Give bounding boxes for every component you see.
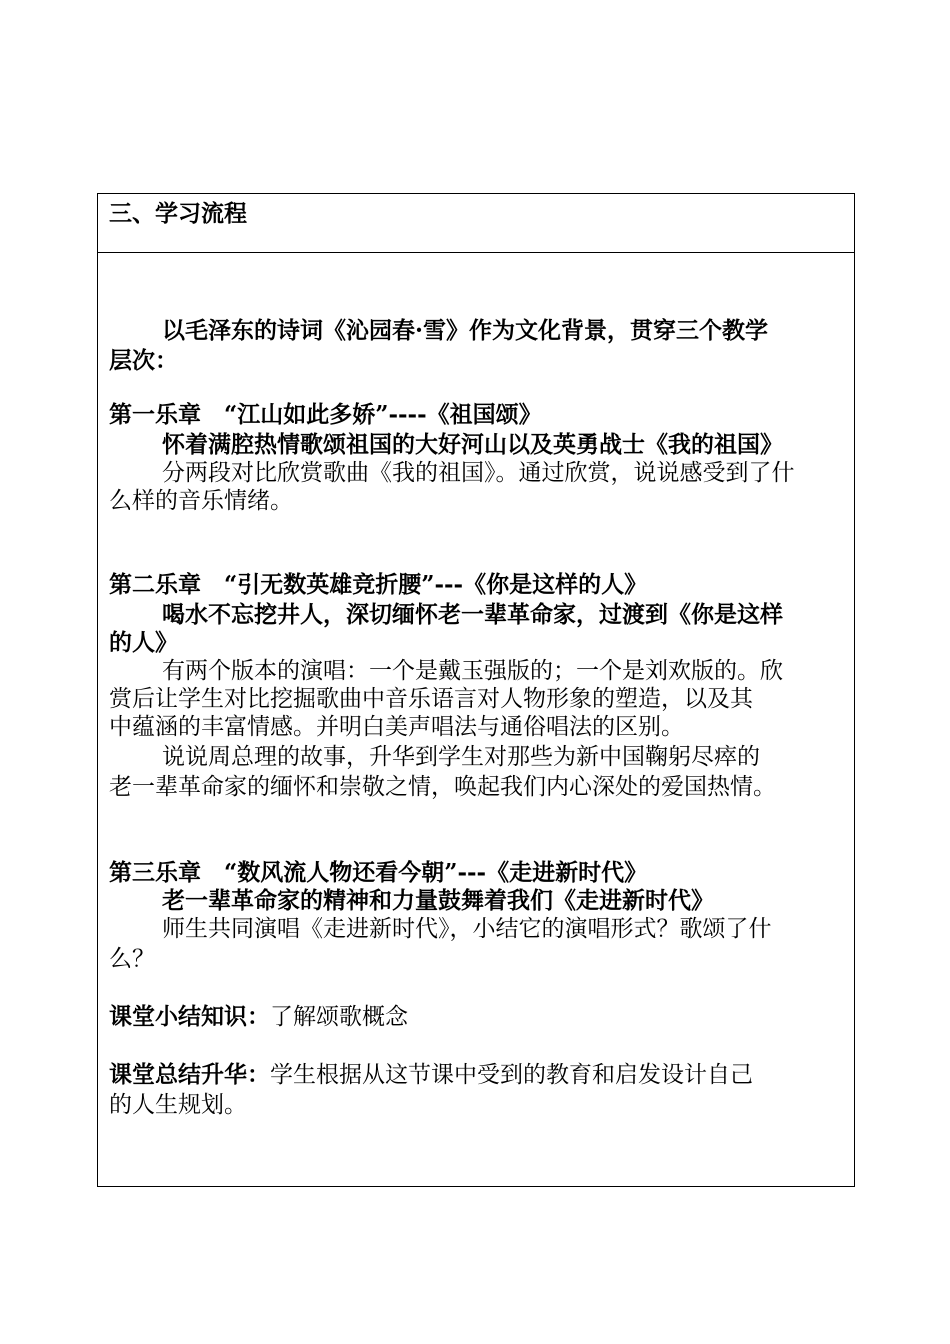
chapter-3-subtitle: 老一辈革命家的精神和力量鼓舞着我们《走进新时代》 xyxy=(162,887,714,914)
chapter-2-story-1: 说说周总理的故事，升华到学生对那些为新中国鞠躬尽瘁的 xyxy=(162,744,760,770)
summary-text: 了解颂歌概念 xyxy=(270,1004,408,1030)
header-row xyxy=(98,194,854,253)
chapter-3-desc-1: 师生共同演唱《走进新时代》，小结它的演唱形式？歌颂了什 xyxy=(162,916,772,942)
conclusion-text-1: 学生根据从这节课中受到的教育和启发设计自己 xyxy=(270,1062,753,1088)
chapter-1-desc-1: 分两段对比欣赏歌曲《我的祖国》。通过欣赏，说说感受到了什 xyxy=(162,460,795,486)
chapter-1-title: 第一乐章 “江山如此多娇”----《祖国颂》 xyxy=(109,401,542,428)
chapter-1-subtitle: 怀着满腔热情歌颂祖国的大好河山以及英勇战士《我的祖国》 xyxy=(162,431,783,458)
chapter-2-story-2: 老一辈革命家的缅怀和崇敬之情，唤起我们内心深处的爱国热情。 xyxy=(109,774,776,800)
lesson-table xyxy=(97,193,855,1187)
summary-label: 课堂小结知识： xyxy=(109,1003,270,1030)
chapter-2-desc-2: 赏后让学生对比挖掘歌曲中音乐语言对人物形象的塑造，以及其 xyxy=(109,686,753,712)
chapter-2-subtitle-2: 的人》 xyxy=(109,629,178,656)
conclusion-line-1 xyxy=(109,1061,753,1089)
intro-line-2: 层次： xyxy=(109,347,178,374)
chapter-2-subtitle-1: 喝水不忘挖井人，深切缅怀老一辈革命家，过渡到《你是这样 xyxy=(162,601,783,628)
conclusion-text-2: 的人生规划。 xyxy=(109,1092,247,1118)
chapter-3-desc-2: 么？ xyxy=(109,946,155,972)
chapter-3-title: 第三乐章 “数风流人物还看今朝”---《走进新时代》 xyxy=(109,859,648,886)
chapter-2-desc-3: 中蕴涵的丰富情感。并明白美声唱法与通俗唱法的区别。 xyxy=(109,714,684,740)
conclusion-label: 课堂总结升华： xyxy=(109,1061,270,1088)
intro-line-1: 以毛泽东的诗词《沁园春·雪》作为文化背景，贯穿三个教学 xyxy=(162,317,769,344)
chapter-1-desc-2: 么样的音乐情绪。 xyxy=(109,488,293,514)
chapter-2-desc-1: 有两个版本的演唱：一个是戴玉强版的；一个是刘欢版的。欣 xyxy=(162,658,783,684)
section-title: 三、学习流程 xyxy=(109,200,247,227)
chapter-2-title: 第二乐章 “引无数英雄竞折腰”---《你是这样的人》 xyxy=(109,571,648,598)
summary-line xyxy=(109,1003,408,1031)
